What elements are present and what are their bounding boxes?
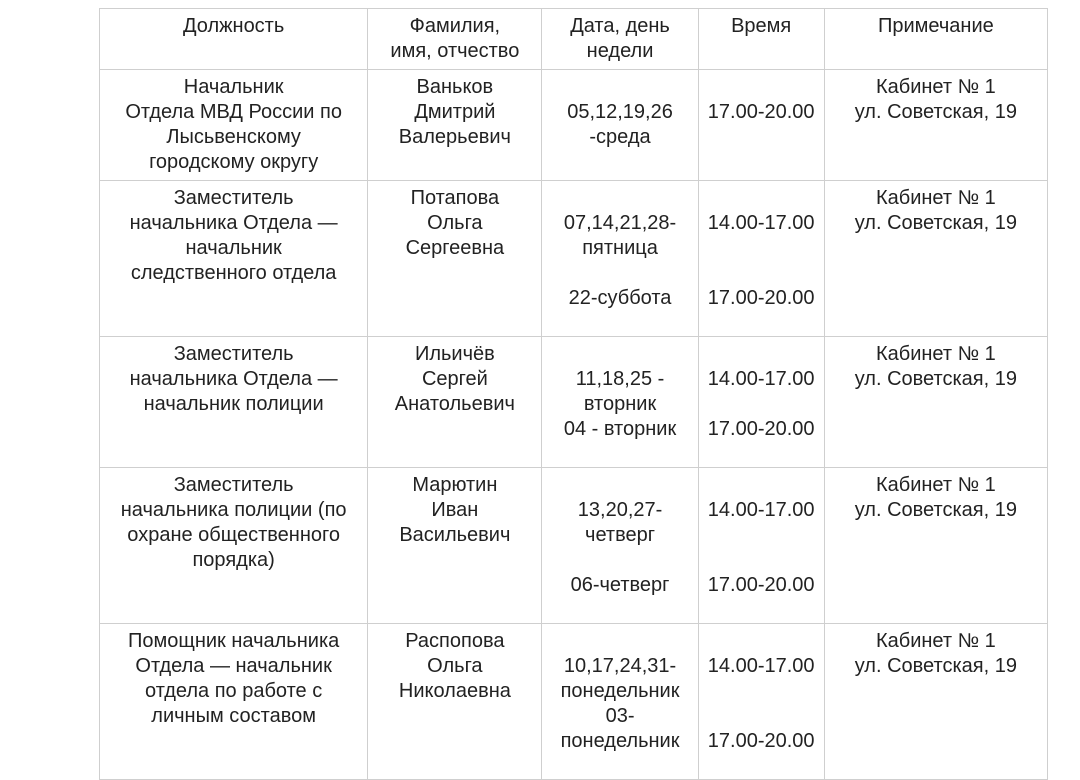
- cell-note: Кабинет № 1 ул. Советская, 19: [824, 624, 1047, 780]
- cell-position: Заместитель начальника полиции (по охране общественного порядка): [100, 468, 368, 624]
- cell-note: Кабинет № 1 ул. Советская, 19: [824, 181, 1047, 337]
- cell-position: Помощник начальника Отдела — начальник отдела по работе с личным составом: [100, 624, 368, 780]
- header-note: Примечание: [824, 9, 1047, 70]
- reception-schedule-table: [99, 8, 1048, 780]
- table-row: [100, 337, 1048, 468]
- date-primary: 11,18,25 - вторник 04 - вторник: [563, 368, 677, 440]
- cell-time: [698, 624, 824, 780]
- cell-date: [542, 468, 698, 624]
- cell-name: Ваньков Дмитрий Валерьевич: [368, 70, 542, 181]
- header-position: Должность: [100, 9, 368, 70]
- cell-name: Марютин Иван Васильевич: [368, 468, 542, 624]
- cell-date: [542, 624, 698, 780]
- date-primary: 13,20,27- четверг: [577, 499, 663, 546]
- table-row: [100, 624, 1048, 780]
- cell-date: [542, 70, 698, 181]
- cell-position: Начальник Отдела МВД России по Лысьвенскому городскому округу: [100, 70, 368, 181]
- date-primary: 07,14,21,28- пятница: [563, 212, 677, 259]
- date-primary: 05,12,19,26 -среда: [567, 101, 673, 148]
- time-primary: 17.00-20.00: [707, 101, 815, 123]
- header-name: Фамилия, имя, отчество: [368, 9, 542, 70]
- time-primary: 14.00-17.00: [707, 212, 815, 234]
- header-row: [100, 9, 1048, 70]
- time-primary: 14.00-17.00: [707, 368, 815, 390]
- date-secondary: 06-четверг: [570, 574, 670, 596]
- time-secondary: 17.00-20.00: [707, 730, 815, 752]
- cell-time: [698, 181, 824, 337]
- time-secondary: 17.00-20.00: [707, 574, 815, 596]
- cell-time: [698, 70, 824, 181]
- cell-date: [542, 181, 698, 337]
- header-time: Время: [698, 9, 824, 70]
- date-secondary: 22-суббота: [568, 287, 672, 309]
- cell-name: Распопова Ольга Николаевна: [368, 624, 542, 780]
- header-date: Дата, день недели: [542, 9, 698, 70]
- cell-note: Кабинет № 1 ул. Советская, 19: [824, 337, 1047, 468]
- table-row: [100, 181, 1048, 337]
- cell-time: [698, 337, 824, 468]
- time-secondary: 17.00-20.00: [707, 287, 815, 309]
- time-primary: 14.00-17.00: [707, 655, 815, 677]
- time-secondary: 17.00-20.00: [707, 418, 815, 440]
- cell-position: Заместитель начальника Отдела — начальник полиции: [100, 337, 368, 468]
- cell-position: Заместитель начальника Отдела — начальник следственного отдела: [100, 181, 368, 337]
- cell-date: [542, 337, 698, 468]
- cell-note: Кабинет № 1 ул. Советская, 19: [824, 70, 1047, 181]
- time-primary: 14.00-17.00: [707, 499, 815, 521]
- cell-name: Потапова Ольга Сергеевна: [368, 181, 542, 337]
- cell-time: [698, 468, 824, 624]
- table-row: [100, 468, 1048, 624]
- cell-note: Кабинет № 1 ул. Советская, 19: [824, 468, 1047, 624]
- date-primary: 10,17,24,31- понедельник 03- понедельник: [560, 655, 680, 752]
- cell-name: Ильичёв Сергей Анатольевич: [368, 337, 542, 468]
- table-row: [100, 70, 1048, 181]
